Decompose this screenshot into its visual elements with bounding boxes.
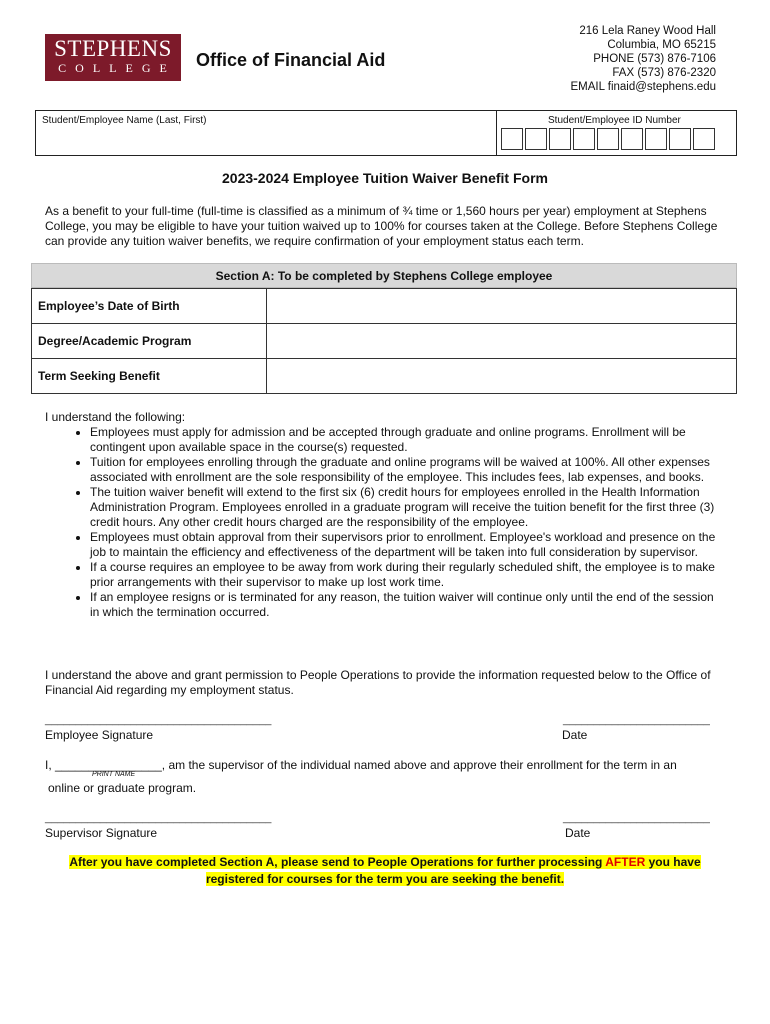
id-number-field[interactable] xyxy=(496,111,736,155)
employee-signature-label: Employee Signature xyxy=(45,728,154,742)
fax-line: FAX (573) 876-2320 xyxy=(612,67,716,79)
table-row xyxy=(32,289,737,324)
section-a-header: Section A: To be completed by Stephens College employee xyxy=(31,263,737,288)
id-digit-box[interactable] xyxy=(573,128,595,150)
id-digit-box[interactable] xyxy=(693,128,715,150)
supervisor-name-blank[interactable]: I, ________________, xyxy=(45,758,166,772)
id-digit-box[interactable] xyxy=(621,128,643,150)
supervisor-statement xyxy=(45,758,677,772)
terms-section xyxy=(45,410,725,620)
table-row xyxy=(32,359,737,394)
id-digit-box[interactable] xyxy=(669,128,691,150)
intro-paragraph: As a benefit to your full-time (full-time is classified as a minimum of ¾ time or 1,560 hours per year) employment at Stephens College, you may be eligible to have your tuition waived up to 100% for courses taken at the College. Before Stephens College can provide any tuition waiver benefits, we require confirmation of your employment status each term. xyxy=(45,204,718,248)
office-title: Office of Financial Aid xyxy=(196,50,386,70)
address-line: Columbia, MO 65215 xyxy=(607,39,716,51)
note-text: After you have completed Section A, please send to People Operations for further processing xyxy=(69,855,606,869)
list-item: • If a course requires an employee to be away from work during their regularly scheduled shift, the employee is to make prior arrangements with their supervisor to make up lost work time. xyxy=(90,560,725,590)
stephens-college-logo xyxy=(45,34,181,81)
list-item: • The tuition waiver benefit will extend to the first six (6) credit hours for employees enrolled in the Health Information Administration Program. Employees enrolled in a graduate program will receive the tuition benefit for the first three (3) credit hours. Any other credit hours charged are the responsibility of the employee. xyxy=(90,485,725,530)
supervisor-signature-label: Supervisor Signature xyxy=(45,826,158,840)
program-label: Degree/Academic Program xyxy=(32,324,267,359)
name-label: Student/Employee Name (Last, First) xyxy=(42,115,207,126)
term-field[interactable] xyxy=(267,359,737,394)
contact-address xyxy=(570,24,716,94)
employee-date-line[interactable]: ________________________ xyxy=(563,714,710,726)
print-name-caption: PRINT NAME xyxy=(92,771,136,778)
term-label: Term Seeking Benefit xyxy=(32,359,267,394)
dob-field[interactable] xyxy=(267,289,737,324)
id-digit-box[interactable] xyxy=(501,128,523,150)
terms-list xyxy=(45,425,725,620)
note-text: you have xyxy=(645,855,701,869)
employee-signature-line[interactable]: _____________________________________ xyxy=(45,714,272,726)
table-row xyxy=(32,324,737,359)
note-emphasis: AFTER xyxy=(605,855,646,869)
email-line: EMAIL finaid@stephens.edu xyxy=(570,81,716,93)
program-field[interactable] xyxy=(267,324,737,359)
list-item: • If an employee resigns or is terminated for any reason, the tuition waiver will continue only until the end of the session in which the termination occurred. xyxy=(90,590,725,620)
date-label: Date xyxy=(562,728,588,742)
id-digit-box[interactable] xyxy=(645,128,667,150)
list-item: • Tuition for employees enrolling through the graduate and online programs will be waived at 100%. All other expenses associated with enrollment are the sole responsibility of the employee. This includes fees, lab expenses, and books. xyxy=(90,455,725,485)
supervisor-statement-tail: online or graduate program. xyxy=(48,781,197,795)
section-a-table xyxy=(31,288,737,394)
address-line: 216 Lela Raney Wood Hall xyxy=(579,25,716,37)
grant-paragraph: I understand the above and grant permission to People Operations to provide the information requested below to the Office of Financial Aid regarding my employment status. xyxy=(45,668,711,697)
supervisor-signature-line[interactable]: _____________________________________ xyxy=(45,812,272,824)
supervisor-statement-text: am the supervisor of the individual named above and approve their enrollment for the term in an xyxy=(165,758,677,772)
note-line1 xyxy=(69,855,700,869)
id-digit-box[interactable] xyxy=(549,128,571,150)
supervisor-date-line[interactable]: ________________________ xyxy=(563,812,710,824)
id-label: Student/Employee ID Number xyxy=(548,115,681,126)
id-digit-box[interactable] xyxy=(525,128,547,150)
logo-line2: COLLEGE xyxy=(58,61,176,75)
note-line2: registered for courses for the term you are seeking the benefit. xyxy=(205,872,565,886)
identity-box xyxy=(35,110,737,156)
list-item: • Employees must apply for admission and be accepted through graduate and online programs. Enrollment will be contingent upon available space in the course(s) requested. xyxy=(90,425,725,455)
terms-lead: I understand the following: xyxy=(45,410,186,424)
form-title: 2023-2024 Employee Tuition Waiver Benefit Form xyxy=(222,170,548,186)
phone-line: PHONE (573) 876-7106 xyxy=(593,53,716,65)
name-field[interactable] xyxy=(36,111,497,155)
date-label: Date xyxy=(565,826,591,840)
instruction-note xyxy=(40,854,730,888)
dob-label: Employee’s Date of Birth xyxy=(32,289,267,324)
list-item: • Employees must obtain approval from their supervisors prior to enrollment. Employee's workload and presence on the job to maintain the efficiency and effectiveness of the department will be taken into full consideration by supervisor. xyxy=(90,530,725,560)
logo-line1: STEPHENS xyxy=(54,36,172,61)
id-digit-boxes[interactable] xyxy=(501,128,717,150)
id-digit-box[interactable] xyxy=(597,128,619,150)
